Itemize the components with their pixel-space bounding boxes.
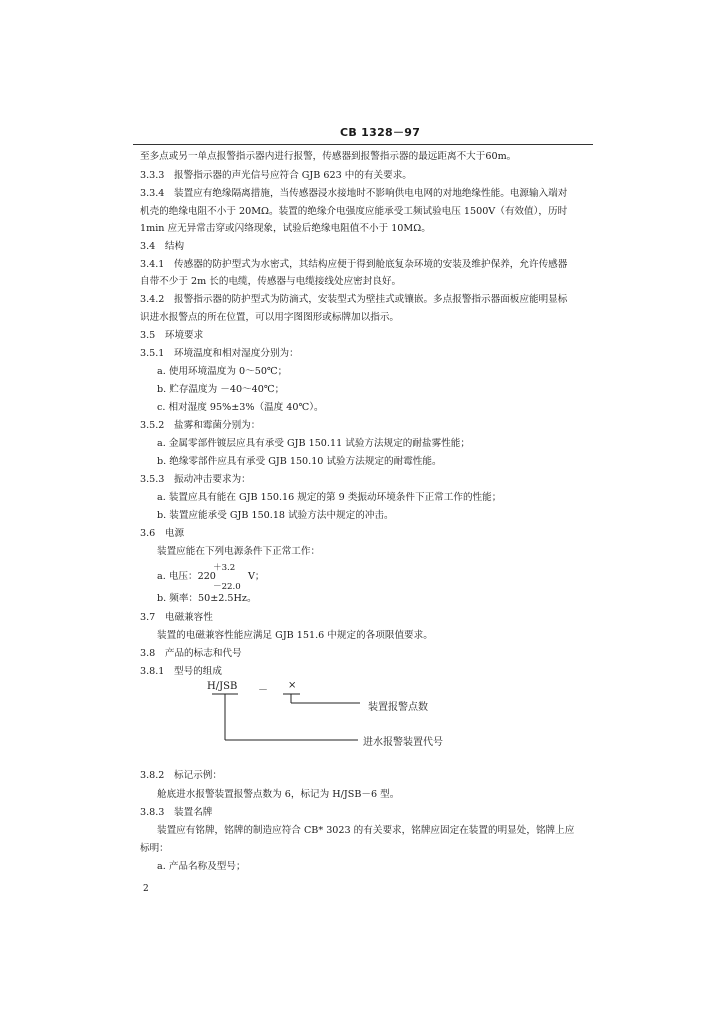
text-line: 标明： <box>140 843 169 854</box>
text-line: 至多点或另一单点报警指示器内进行报警，传感器到报警指示器的最远距离不大于60m。 <box>140 151 517 162</box>
list-item: b. 装置应能承受 GJB 150.18 试验方法中规定的冲击。 <box>157 510 394 521</box>
clause-3-8-2: 3.8.2 标记示例： <box>140 770 222 781</box>
text-line: 机壳的绝缘电阻不小于 20MΩ。装置的绝缘介电强度应能承受工频试验电压 1500V（有效值），历时 <box>140 206 568 217</box>
label-device-code: 进水报警装置代号 <box>363 737 443 748</box>
text-line: 识进水报警点的所在位置，可以用字图图形或标牌加以指示。 <box>140 312 400 323</box>
list-item: a. 使用环境温度为 0～50℃； <box>157 366 288 377</box>
clause-3-3-3: 3.3.3 报警指示器的声光信号应符合 GJB 623 中的有关要求。 <box>140 170 412 181</box>
section-3-4-heading: 3.4 结构 <box>140 241 185 252</box>
list-item: a. 金属零部件镀层应具有承受 GJB 150.11 试验方法规定的耐盐雾性能； <box>157 438 470 449</box>
clause-3-4-1: 3.4.1 传感器的防护型式为水密式，其结构应便于得到舱底复杂环境的安装及维护保养，允许传感器 <box>140 259 568 270</box>
text-line: 自带不少于 2m 长的电缆，传感器与电缆接线处应密封良好。 <box>140 276 402 287</box>
model-dash: － <box>258 685 268 696</box>
list-item: b. 频率：50±2.5Hz。 <box>157 593 257 604</box>
clause-3-3-4: 3.3.4 装置应有绝缘隔离措施，当传感器浸水接地时不影响供电电网的对地绝缘性能。电源输入端对 <box>140 188 568 199</box>
text-line: 装置的电磁兼容性能应满足 GJB 151.6 中规定的各项限值要求。 <box>157 630 433 641</box>
model-placeholder: × <box>288 680 297 691</box>
clause-3-5-1: 3.5.1 环境温度和相对湿度分别为： <box>140 348 299 359</box>
list-item: a. 产品名称及型号； <box>157 861 246 872</box>
clause-3-5-3: 3.5.3 振动冲击要求为： <box>140 474 251 485</box>
clause-3-4-2: 3.4.2 报警指示器的防护型式为防滴式，安装型式为壁挂式或镶嵌。多点报警指示器面板应能明显标 <box>140 294 568 305</box>
voltage-unit: V； <box>248 571 265 582</box>
list-item: c. 相对湿度 95%±3%（温度 40℃）。 <box>157 402 324 413</box>
label-alarm-points: 装置报警点数 <box>368 702 428 713</box>
clause-3-8-1: 3.8.1 型号的组成 <box>140 666 222 677</box>
list-item: b. 绝缘零部件应具有承受 GJB 150.10 试验方法规定的耐霉性能。 <box>157 456 442 467</box>
section-3-6-heading: 3.6 电源 <box>140 528 185 539</box>
list-item: b. 贮存温度为 －40～40℃； <box>157 384 285 395</box>
voltage-upper-tolerance: ＋3.2 <box>213 563 236 573</box>
standard-number-header: CB 1328－97 <box>340 126 421 139</box>
header-rule <box>133 144 593 145</box>
text-line: 装置应有铭牌，铭牌的制造应符合 CB* 3023 的有关要求，铭牌应固定在装置的明显处，铭牌上应 <box>157 825 575 836</box>
model-code: H/JSB <box>207 681 238 692</box>
voltage-prefix: a. 电压：220 <box>157 571 216 582</box>
list-item: a. 装置应具有能在 GJB 150.16 规定的第 9 类振动环境条件下正常工作的性能； <box>157 492 502 503</box>
text-line: 舱底进水报警装置报警点数为 6，标记为 H/JSB－6 型。 <box>157 789 400 800</box>
clause-3-5-2: 3.5.2 盐雾和霉菌分别为： <box>140 420 261 431</box>
clause-3-8-3: 3.8.3 装置名牌 <box>140 807 213 818</box>
section-3-5-heading: 3.5 环境要求 <box>140 330 204 341</box>
text-line: 1min 应无异常击穿或闪络现象，试验后绝缘电阻值不小于 10MΩ。 <box>140 223 431 234</box>
voltage-lower-tolerance: －22.0 <box>213 582 241 592</box>
section-3-8-heading: 3.8 产品的标志和代号 <box>140 648 242 659</box>
section-3-7-heading: 3.7 电磁兼容性 <box>140 612 213 623</box>
text-line: 装置应能在下列电源条件下正常工作： <box>157 546 321 557</box>
page-number: 2 <box>143 884 149 894</box>
